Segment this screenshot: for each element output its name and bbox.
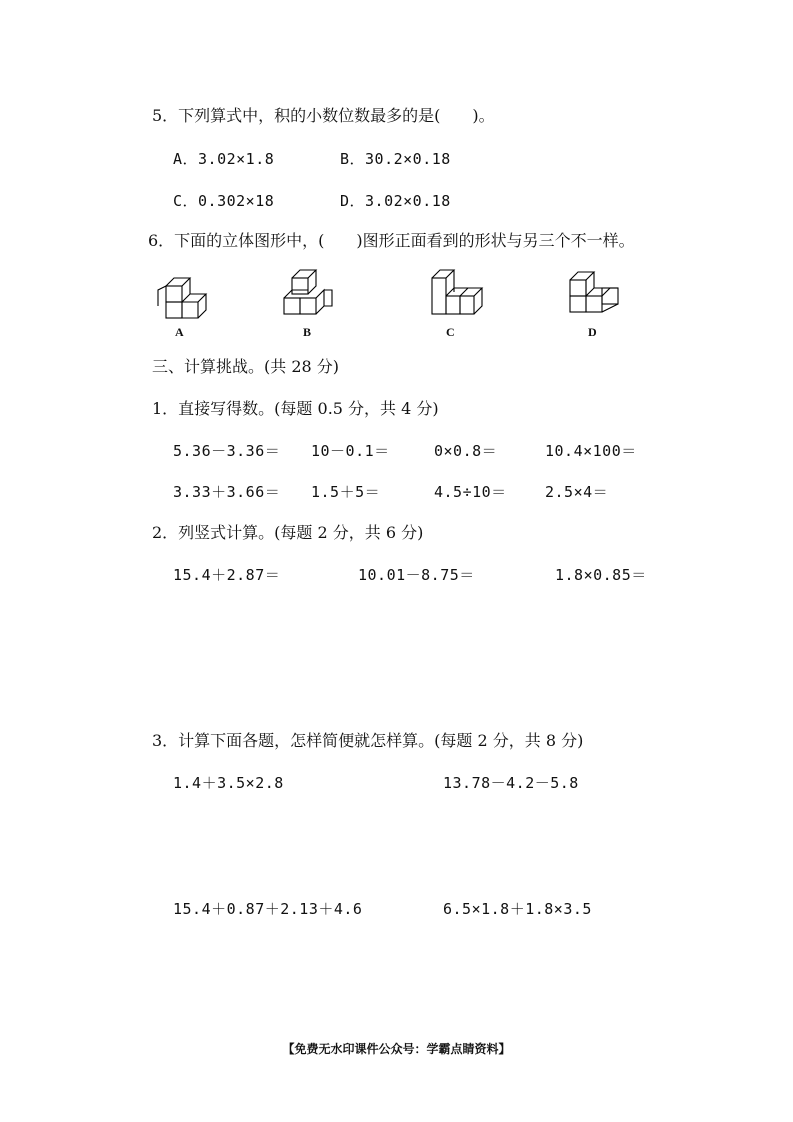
footer-note: 【免费无水印课件公众号：学霸点睛资料】 bbox=[282, 1042, 511, 1056]
vertical-calc-2: 10.01－8.75＝ bbox=[358, 566, 475, 584]
cube-figure-b bbox=[282, 268, 338, 320]
q5-stem: 5．下列算式中，积的小数位数最多的是( )。 bbox=[152, 106, 495, 125]
vertical-calc-1: 15.4＋2.87＝ bbox=[173, 566, 281, 584]
q5-option-b: B．30.2×0.18 bbox=[340, 150, 451, 168]
oral-calc-4: 10.4×100＝ bbox=[545, 442, 637, 460]
q5-option-c: C．0.302×18 bbox=[173, 192, 275, 210]
q6-stem: 6．下面的立体图形中，( )图形正面看到的形状与另三个不一样。 bbox=[148, 231, 635, 250]
oral-calc-8: 2.5×4＝ bbox=[545, 483, 609, 501]
figure-label-a: A bbox=[175, 325, 184, 339]
figure-label-c: C bbox=[446, 325, 455, 339]
simplify-calc-2: 13.78－4.2－5.8 bbox=[443, 774, 579, 792]
cube-figure-d bbox=[568, 268, 624, 320]
oral-calc-1: 5.36－3.36＝ bbox=[173, 442, 281, 460]
part-3-stem: 3．计算下面各题，怎样简便就怎样算。(每题 2 分，共 8 分) bbox=[152, 731, 584, 750]
oral-calc-6: 1.5＋5＝ bbox=[311, 483, 381, 501]
oral-calc-5: 3.33＋3.66＝ bbox=[173, 483, 281, 501]
simplify-calc-4: 6.5×1.8＋1.8×3.5 bbox=[443, 900, 592, 918]
section-3-heading: 三、计算挑战。(共 28 分) bbox=[152, 357, 340, 376]
figure-label-b: B bbox=[303, 325, 312, 339]
cube-figure-c bbox=[430, 268, 482, 320]
oral-calc-7: 4.5÷10＝ bbox=[434, 483, 507, 501]
part-1-stem: 1．直接写得数。(每题 0.5 分，共 4 分) bbox=[152, 399, 439, 418]
q5-option-d: D．3.02×0.18 bbox=[340, 192, 451, 210]
figure-label-d: D bbox=[588, 325, 597, 339]
oral-calc-2: 10－0.1＝ bbox=[311, 442, 390, 460]
simplify-calc-1: 1.4＋3.5×2.8 bbox=[173, 774, 284, 792]
oral-calc-3: 0×0.8＝ bbox=[434, 442, 498, 460]
simplify-calc-3: 15.4＋0.87＋2.13＋4.6 bbox=[173, 900, 363, 918]
vertical-calc-3: 1.8×0.85＝ bbox=[555, 566, 647, 584]
cube-figure-a bbox=[156, 270, 206, 320]
q5-option-a: A．3.02×1.8 bbox=[173, 150, 275, 168]
part-2-stem: 2．列竖式计算。(每题 2 分，共 6 分) bbox=[152, 523, 424, 542]
